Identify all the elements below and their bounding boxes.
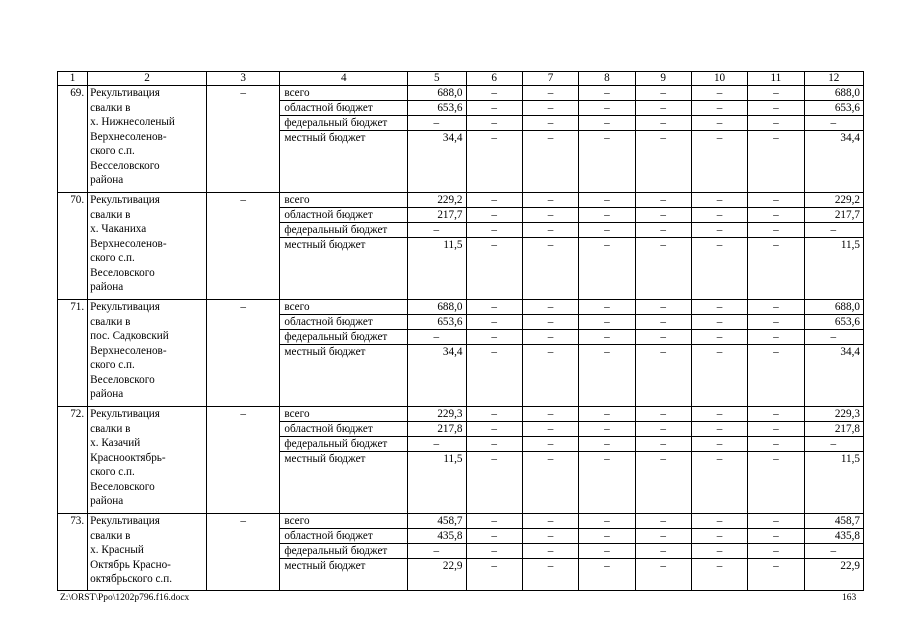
table-row: [58, 193, 864, 208]
year-amount: –: [635, 131, 691, 193]
project-name: [88, 514, 207, 591]
project-name-line: Рекультивация: [90, 301, 160, 313]
funding-source: всего: [280, 300, 408, 315]
funding-source: всего: [280, 86, 408, 101]
project-name-line: пос. Садковский: [90, 330, 169, 342]
year-amount: –: [691, 116, 747, 131]
total-amount: 435,8: [408, 529, 466, 544]
table-row: [58, 514, 864, 529]
final-amount: 217,7: [804, 208, 863, 223]
row-number: 69.: [58, 86, 88, 193]
final-amount: –: [804, 544, 863, 559]
year-amount: –: [466, 193, 522, 208]
final-amount: –: [804, 223, 863, 238]
final-amount: 653,6: [804, 315, 863, 330]
year-amount: –: [466, 131, 522, 193]
year-amount: –: [635, 529, 691, 544]
total-amount: 11,5: [408, 452, 466, 514]
column-header: 9: [635, 72, 691, 86]
year-amount: –: [691, 300, 747, 315]
year-amount: –: [522, 223, 578, 238]
year-amount: –: [691, 131, 747, 193]
year-amount: –: [691, 345, 747, 407]
final-amount: 34,4: [804, 131, 863, 193]
header-row: [58, 72, 864, 86]
column-header: 7: [522, 72, 578, 86]
year-amount: –: [748, 529, 804, 544]
col3-value: –: [206, 86, 279, 193]
total-amount: 653,6: [408, 101, 466, 116]
project-name-line: свалки в: [90, 101, 131, 114]
project-name-line: октябрьского с.п.: [90, 573, 173, 585]
year-amount: –: [748, 86, 804, 101]
year-amount: –: [748, 437, 804, 452]
total-amount: 22,9: [408, 559, 466, 591]
funding-source: областной бюджет: [280, 101, 408, 116]
col3-value: –: [206, 300, 279, 407]
total-amount: 229,2: [408, 193, 466, 208]
year-amount: –: [466, 330, 522, 345]
project-name-line: Краснооктябрь-: [90, 451, 166, 464]
project-name-line: Веселовского: [90, 373, 155, 386]
project-name-line: свалки в: [90, 208, 131, 221]
year-amount: –: [748, 116, 804, 131]
col3-value: –: [206, 407, 279, 514]
project-name-line: Верхнесоленов-: [90, 344, 167, 357]
year-amount: –: [522, 131, 578, 193]
row-number: 73.: [58, 514, 88, 591]
year-amount: –: [466, 223, 522, 238]
project-name-line: Рекультивация: [90, 408, 160, 420]
final-amount: 217,8: [804, 422, 863, 437]
year-amount: –: [635, 452, 691, 514]
year-amount: –: [466, 544, 522, 559]
year-amount: –: [635, 208, 691, 223]
year-amount: –: [466, 529, 522, 544]
total-amount: –: [408, 116, 466, 131]
budget-table: [57, 71, 864, 591]
year-amount: –: [466, 452, 522, 514]
year-amount: –: [635, 559, 691, 591]
project-name-line: свалки в: [90, 422, 131, 435]
year-amount: –: [748, 330, 804, 345]
year-amount: –: [579, 223, 635, 238]
final-amount: 229,3: [804, 407, 863, 422]
row-number: 71.: [58, 300, 88, 407]
year-amount: –: [466, 514, 522, 529]
project-name-line: района: [90, 281, 124, 293]
year-amount: –: [466, 101, 522, 116]
funding-source: областной бюджет: [280, 208, 408, 223]
year-amount: –: [522, 86, 578, 101]
year-amount: –: [522, 300, 578, 315]
year-amount: –: [522, 101, 578, 116]
year-amount: –: [635, 101, 691, 116]
project-name-line: свалки в: [90, 529, 131, 542]
project-name-line: ского с.п.: [90, 252, 135, 264]
final-amount: 688,0: [804, 86, 863, 101]
year-amount: –: [579, 101, 635, 116]
project-name-line: ского с.п.: [90, 145, 135, 157]
footer-file-path: Z:\ORST\Ppo\1202p796.f16.docx: [60, 593, 190, 603]
year-amount: –: [522, 116, 578, 131]
year-amount: –: [748, 315, 804, 330]
project-name: [88, 193, 207, 300]
year-amount: –: [748, 208, 804, 223]
total-amount: 688,0: [408, 300, 466, 315]
project-name-line: Рекультивация: [90, 515, 160, 527]
year-amount: –: [691, 514, 747, 529]
year-amount: –: [522, 437, 578, 452]
funding-source: федеральный бюджет: [280, 116, 408, 131]
year-amount: –: [466, 345, 522, 407]
project-name-line: ского с.п.: [90, 359, 135, 371]
table-row: [58, 407, 864, 422]
col3-value: –: [206, 193, 279, 300]
year-amount: –: [748, 407, 804, 422]
year-amount: –: [691, 529, 747, 544]
year-amount: –: [579, 116, 635, 131]
year-amount: –: [466, 116, 522, 131]
year-amount: –: [466, 315, 522, 330]
year-amount: –: [466, 86, 522, 101]
year-amount: –: [522, 407, 578, 422]
project-name-line: Веселовского: [90, 480, 155, 493]
year-amount: –: [579, 407, 635, 422]
project-name-line: Верхнесоленов-: [90, 130, 167, 143]
table-row: [58, 300, 864, 315]
year-amount: –: [579, 193, 635, 208]
column-header: 8: [579, 72, 635, 86]
year-amount: –: [522, 238, 578, 300]
total-amount: 34,4: [408, 131, 466, 193]
year-amount: –: [579, 514, 635, 529]
funding-source: федеральный бюджет: [280, 223, 408, 238]
year-amount: –: [579, 529, 635, 544]
year-amount: –: [635, 330, 691, 345]
year-amount: –: [748, 452, 804, 514]
total-amount: 688,0: [408, 86, 466, 101]
year-amount: –: [466, 437, 522, 452]
total-amount: 217,8: [408, 422, 466, 437]
year-amount: –: [635, 407, 691, 422]
year-amount: –: [635, 514, 691, 529]
year-amount: –: [635, 116, 691, 131]
year-amount: –: [635, 345, 691, 407]
year-amount: –: [522, 345, 578, 407]
year-amount: –: [635, 315, 691, 330]
final-amount: 34,4: [804, 345, 863, 407]
year-amount: –: [691, 330, 747, 345]
year-amount: –: [691, 452, 747, 514]
year-amount: –: [748, 559, 804, 591]
table-row: [58, 86, 864, 101]
year-amount: –: [579, 208, 635, 223]
year-amount: –: [522, 315, 578, 330]
year-amount: –: [691, 315, 747, 330]
funding-source: всего: [280, 514, 408, 529]
funding-source: местный бюджет: [280, 345, 408, 407]
final-amount: 688,0: [804, 300, 863, 315]
year-amount: –: [579, 131, 635, 193]
year-amount: –: [691, 437, 747, 452]
total-amount: –: [408, 437, 466, 452]
year-amount: –: [691, 559, 747, 591]
col3-value: –: [206, 514, 279, 591]
project-name-line: района: [90, 388, 124, 400]
total-amount: 653,6: [408, 315, 466, 330]
year-amount: –: [748, 422, 804, 437]
year-amount: –: [748, 345, 804, 407]
final-amount: –: [804, 437, 863, 452]
year-amount: –: [522, 559, 578, 591]
year-amount: –: [579, 315, 635, 330]
year-amount: –: [579, 86, 635, 101]
year-amount: –: [466, 300, 522, 315]
project-name-line: Октябрь Красно-: [90, 558, 171, 571]
year-amount: –: [466, 422, 522, 437]
funding-source: всего: [280, 407, 408, 422]
year-amount: –: [579, 345, 635, 407]
year-amount: –: [466, 559, 522, 591]
funding-source: областной бюджет: [280, 315, 408, 330]
final-amount: 22,9: [804, 559, 863, 591]
column-header: 10: [691, 72, 747, 86]
project-name-line: х. Казачий: [90, 437, 141, 449]
year-amount: –: [579, 238, 635, 300]
year-amount: –: [748, 300, 804, 315]
total-amount: 229,3: [408, 407, 466, 422]
project-name-line: Весселовского: [90, 159, 160, 172]
year-amount: –: [748, 544, 804, 559]
year-amount: –: [691, 101, 747, 116]
total-amount: 34,4: [408, 345, 466, 407]
final-amount: 229,2: [804, 193, 863, 208]
footer-page-number: 163: [842, 593, 857, 603]
year-amount: –: [691, 422, 747, 437]
project-name-line: х. Красный: [90, 544, 144, 556]
year-amount: –: [635, 193, 691, 208]
year-amount: –: [579, 422, 635, 437]
year-amount: –: [522, 544, 578, 559]
column-header: 5: [408, 72, 466, 86]
year-amount: –: [748, 193, 804, 208]
project-name: [88, 407, 207, 514]
year-amount: –: [522, 330, 578, 345]
year-amount: –: [522, 529, 578, 544]
project-name-line: Верхнесоленов-: [90, 237, 167, 250]
total-amount: 11,5: [408, 238, 466, 300]
year-amount: –: [522, 422, 578, 437]
year-amount: –: [691, 208, 747, 223]
funding-source: местный бюджет: [280, 131, 408, 193]
year-amount: –: [579, 452, 635, 514]
year-amount: –: [522, 208, 578, 223]
final-amount: 458,7: [804, 514, 863, 529]
project-name-line: района: [90, 174, 124, 186]
year-amount: –: [579, 437, 635, 452]
year-amount: –: [691, 223, 747, 238]
year-amount: –: [635, 300, 691, 315]
year-amount: –: [579, 300, 635, 315]
row-number: 70.: [58, 193, 88, 300]
year-amount: –: [748, 101, 804, 116]
column-header: 6: [466, 72, 522, 86]
funding-source: федеральный бюджет: [280, 544, 408, 559]
column-header: 12: [804, 72, 863, 86]
column-header: 1: [58, 72, 88, 86]
final-amount: 435,8: [804, 529, 863, 544]
final-amount: 11,5: [804, 452, 863, 514]
project-name-line: ского с.п.: [90, 466, 135, 478]
total-amount: 458,7: [408, 514, 466, 529]
year-amount: –: [466, 208, 522, 223]
row-number: 72.: [58, 407, 88, 514]
year-amount: –: [635, 223, 691, 238]
funding-source: местный бюджет: [280, 452, 408, 514]
funding-source: всего: [280, 193, 408, 208]
year-amount: –: [691, 544, 747, 559]
project-name-line: Рекультивация: [90, 87, 160, 99]
project-name: [88, 86, 207, 193]
funding-source: федеральный бюджет: [280, 330, 408, 345]
total-amount: –: [408, 544, 466, 559]
funding-source: местный бюджет: [280, 559, 408, 591]
final-amount: –: [804, 330, 863, 345]
year-amount: –: [635, 437, 691, 452]
year-amount: –: [579, 544, 635, 559]
column-header: 2: [88, 72, 207, 86]
funding-source: местный бюджет: [280, 238, 408, 300]
funding-source: областной бюджет: [280, 422, 408, 437]
final-amount: –: [804, 116, 863, 131]
column-header: 4: [280, 72, 408, 86]
project-name-line: х. Чаканиха: [90, 223, 147, 235]
year-amount: –: [579, 330, 635, 345]
column-header: 11: [748, 72, 804, 86]
total-amount: –: [408, 330, 466, 345]
total-amount: –: [408, 223, 466, 238]
year-amount: –: [635, 422, 691, 437]
year-amount: –: [691, 407, 747, 422]
year-amount: –: [522, 452, 578, 514]
project-name-line: Веселовского: [90, 266, 155, 279]
year-amount: –: [466, 407, 522, 422]
year-amount: –: [691, 86, 747, 101]
year-amount: –: [635, 544, 691, 559]
year-amount: –: [691, 238, 747, 300]
funding-source: областной бюджет: [280, 529, 408, 544]
year-amount: –: [691, 193, 747, 208]
year-amount: –: [748, 238, 804, 300]
total-amount: 217,7: [408, 208, 466, 223]
year-amount: –: [522, 193, 578, 208]
project-name: [88, 300, 207, 407]
year-amount: –: [635, 238, 691, 300]
year-amount: –: [635, 86, 691, 101]
project-name-line: Рекультивация: [90, 194, 160, 206]
year-amount: –: [748, 131, 804, 193]
year-amount: –: [579, 559, 635, 591]
funding-source: федеральный бюджет: [280, 437, 408, 452]
project-name-line: свалки в: [90, 315, 131, 328]
year-amount: –: [466, 238, 522, 300]
year-amount: –: [522, 514, 578, 529]
column-header: 3: [206, 72, 279, 86]
project-name-line: района: [90, 495, 124, 507]
final-amount: 11,5: [804, 238, 863, 300]
project-name-line: х. Нижнесоленый: [90, 116, 175, 128]
year-amount: –: [748, 223, 804, 238]
year-amount: –: [748, 514, 804, 529]
final-amount: 653,6: [804, 101, 863, 116]
